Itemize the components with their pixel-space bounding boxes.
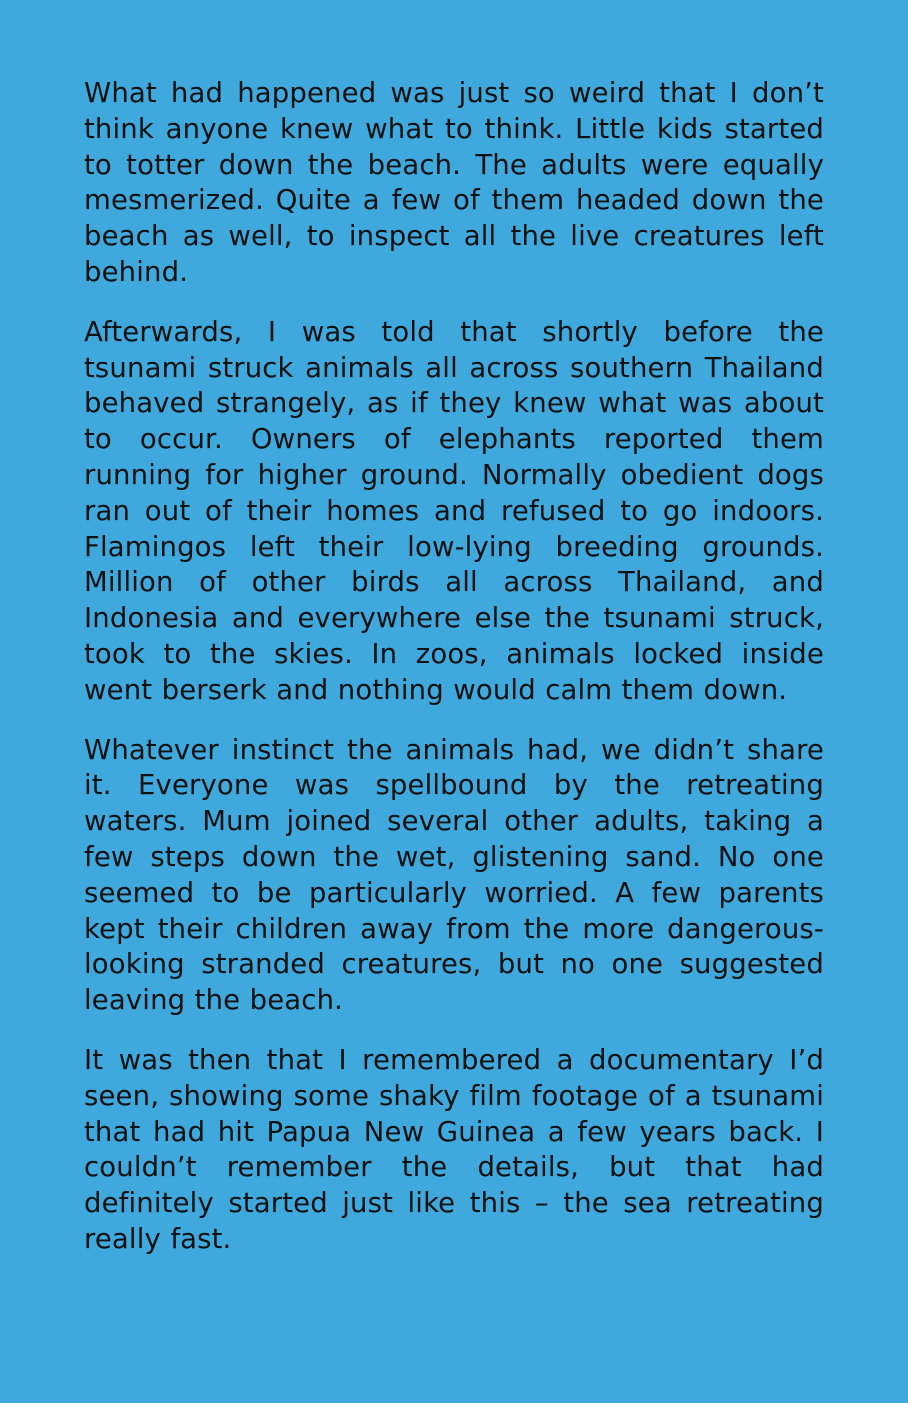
paragraph-1: What had happened was just so weird that I don’t think anyone knew what to think. Little kids started to totter down the beach. The adults were equally mesmerized. Quite a few of them headed down the beach as well, to inspect all the live creatures left behind. xyxy=(84,77,824,288)
paragraph-4: It was then that I remembered a documentary I’d seen, showing some shaky film footage of a tsunami that had hit Papua New Guinea a few years back. I couldn’t remember the details, but that had definitely started just like this – the sea retreating really fast. xyxy=(84,1043,824,1255)
paragraph-3: Whatever instinct the animals had, we didn’t share it. Everyone was spellbound by the retreating waters. Mum joined several other adults, taking a few steps down the wet, glistening sand. No one seemed to be particularly worried. A few parents kept their children away from the more dangerous-looking stranded creatures, but no one suggested leaving the beach. xyxy=(84,733,824,1017)
paragraph-2: Afterwards, I was told that shortly before the tsunami struck animals all across southern Thailand behaved strangely, as if they knew what was about to occur. Owners of elephants reported them running for higher ground. Normally obedient dogs ran out of their homes and refused to go indoors. Flamingos left their low-lying breeding grounds. Million of other birds all across Thailand, and Indonesia and everywhere else the tsunami struck, took to the skies. In zoos, animals locked inside went berserk and nothing would calm them down. xyxy=(84,315,824,706)
